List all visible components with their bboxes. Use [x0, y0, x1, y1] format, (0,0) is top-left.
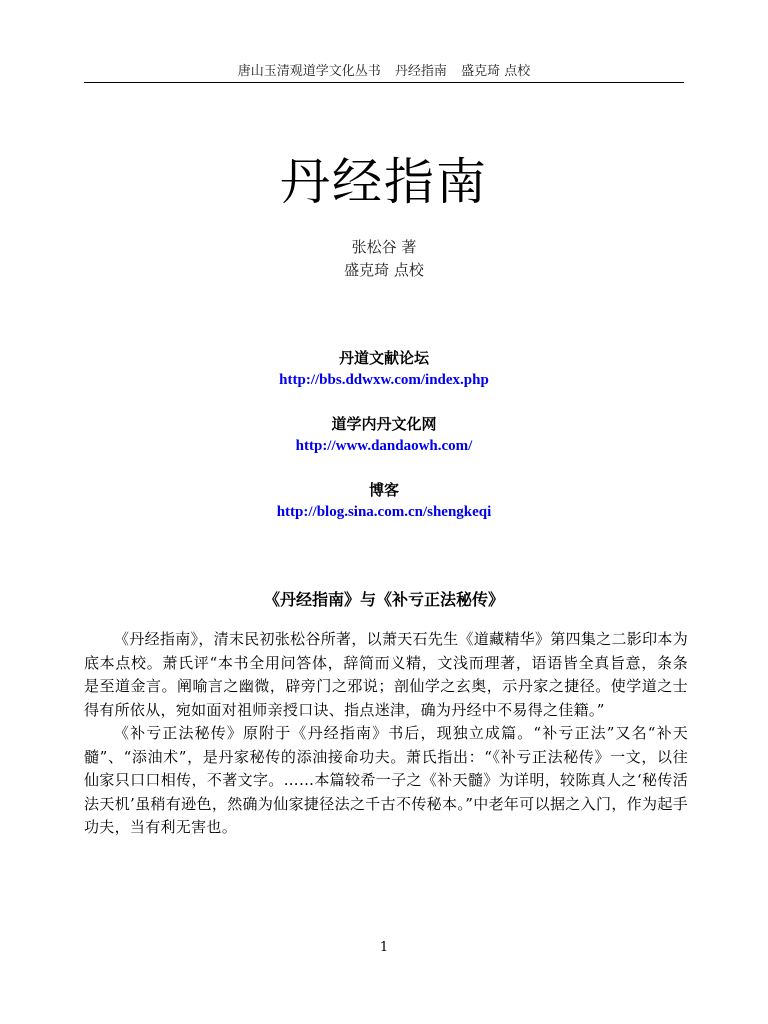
- site-culture-name: 道学内丹文化网: [331, 415, 437, 433]
- site-blog-name: 博客: [368, 481, 399, 499]
- running-header: [0, 60, 768, 79]
- site-forum-name: 丹道文献论坛: [338, 349, 429, 367]
- header-editor: 盛克琦 点校: [461, 64, 531, 79]
- editor-line: 盛克琦 点校: [344, 261, 424, 279]
- site-forum-link[interactable]: http://bbs.ddwxw.com/index.php: [279, 372, 489, 388]
- page-number: 1: [379, 940, 389, 955]
- site-culture: [0, 413, 768, 457]
- paragraph: 《丹经指南》，清末民初张松谷所著，以萧天石先生《道藏精华》第四集之二影印本为底本点校。萧氏评“本书全用问答体，辞简而义精，文浅而理著，语语皆全真旨意，条条是至道金言。阐喻言之幽微，辟旁门之邪说；剖仙学之玄奥，示丹家之捷径。使学道之士得有所依从，宛如面对祖师亲授口诀、指点迷津，确为丹经中不易得之佳籍。”: [84, 630, 688, 719]
- document-title: 丹经指南: [280, 153, 488, 211]
- paragraph: 《补亏正法秘传》原附于《丹经指南》书后，现独立成篇。“补亏正法”又名“补天髓”、“添油术”，是丹家秘传的添油接命功夫。萧氏指出：“《补亏正法秘传》一文，以往仙家只口口相传，不著文字。……本篇较希一子之《补天髓》为详明，较陈真人之‘秘传活法天机’虽稍有逊色，然确为仙家捷径法之千古不传秘本。”中老年可以据之入门，作为起手功夫，当有利无害也。: [84, 724, 688, 836]
- site-culture-link[interactable]: http://www.dandaowh.com/: [295, 438, 473, 454]
- header-book: 丹经指南: [394, 64, 447, 79]
- site-blog: [0, 479, 768, 523]
- header-series: 唐山玉清观道学文化丛书: [237, 64, 381, 79]
- site-forum: [0, 347, 768, 391]
- site-blog-link[interactable]: http://blog.sina.com.cn/shengkeqi: [276, 504, 492, 520]
- header-rule: [84, 82, 684, 83]
- body-text: [84, 628, 688, 840]
- author-line: 张松谷 著: [351, 238, 417, 256]
- section-title: 《丹经指南》与《补亏正法秘传》: [263, 590, 504, 609]
